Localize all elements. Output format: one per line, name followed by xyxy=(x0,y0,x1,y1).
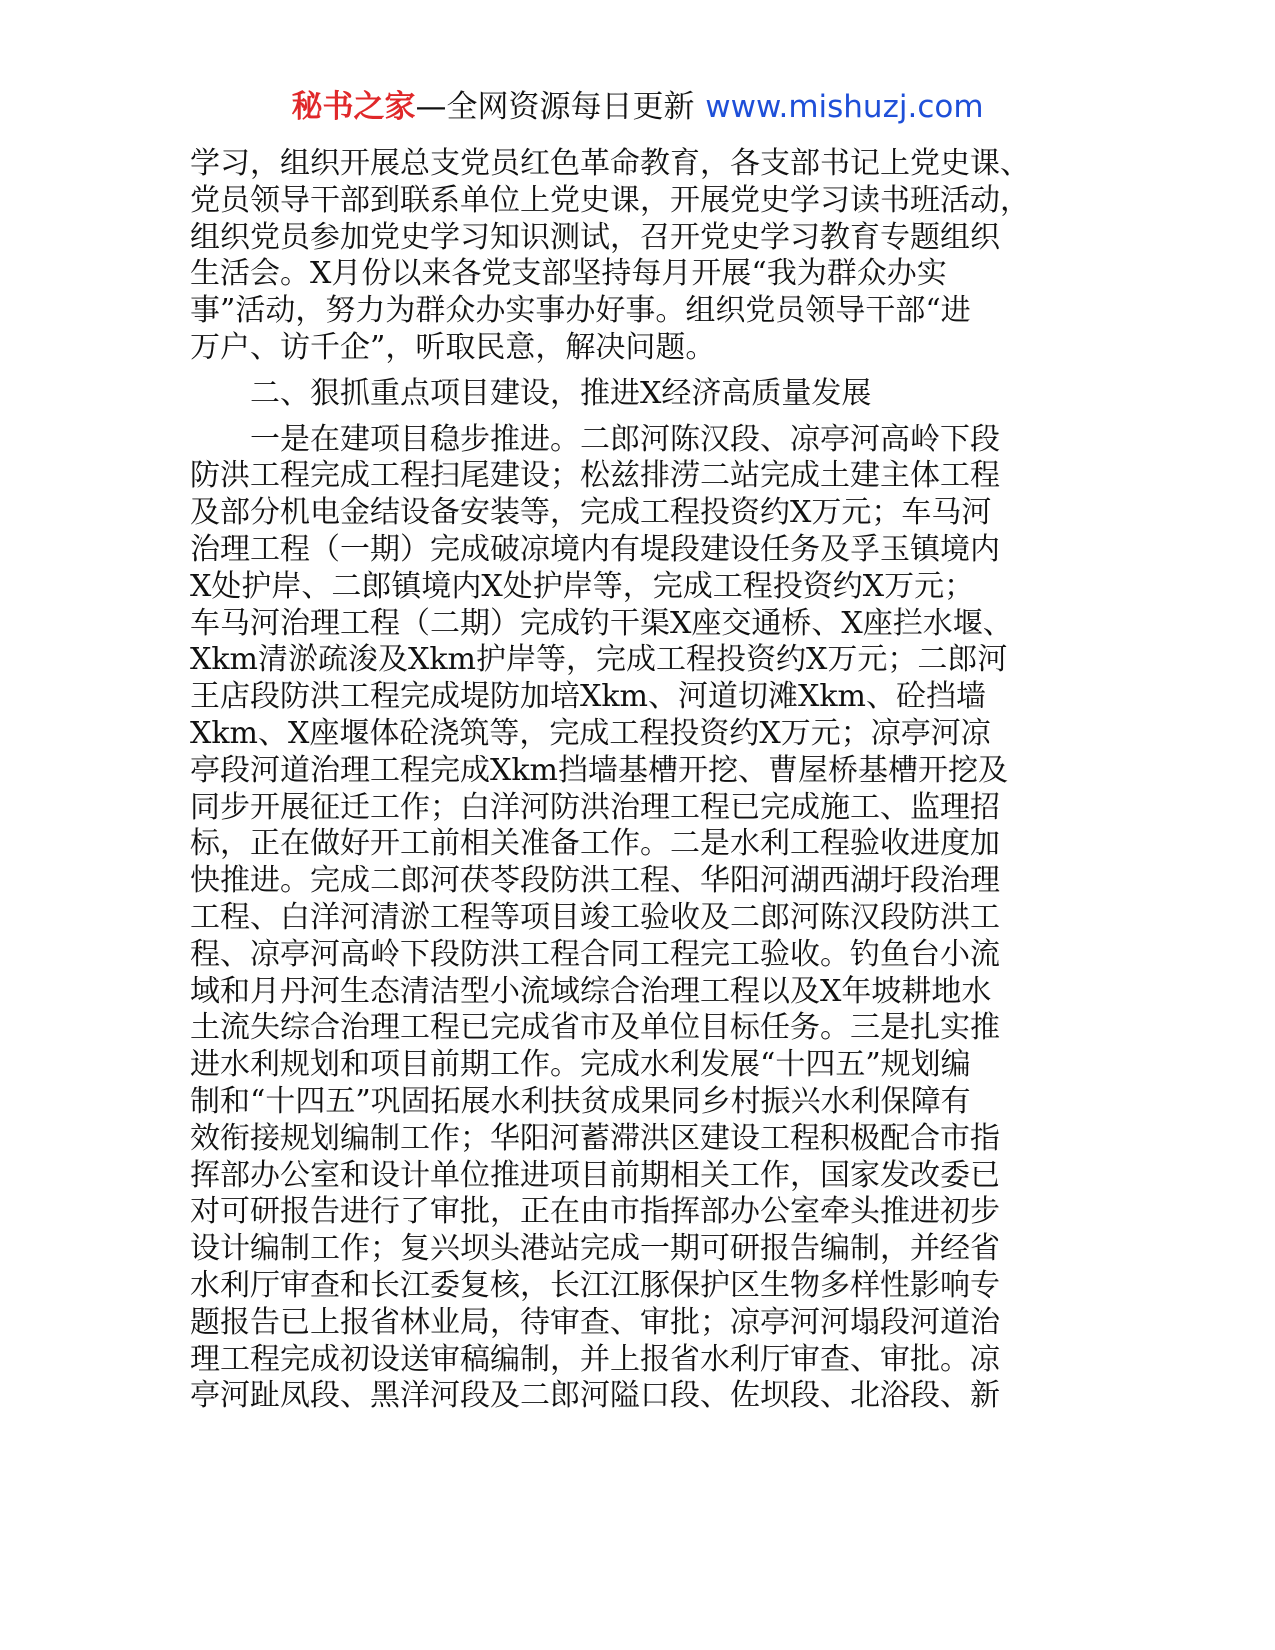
paragraph-line: 效衔接规划编制工作；华阳河蓄滞洪区建设工程积极配合市指 xyxy=(190,1120,1000,1156)
paragraph-line: 制和“十四五”巩固拓展水利扶贫成果同乡村振兴水利保障有 xyxy=(190,1083,971,1119)
paragraph-line: 事”活动，努力为群众办实事办好事。组织党员领导干部“进 xyxy=(190,293,971,329)
paragraph-line: 组织党员参加党史学习知识测试，召开党史学习教育专题组织 xyxy=(190,219,1000,255)
document-body xyxy=(190,146,1090,1415)
paragraph-line: 防洪工程完成工程扫尾建设；松兹排涝二站完成土建主体工程 xyxy=(190,458,1000,494)
paragraph-line: 王店段防洪工程完成堤防加培Xkm、河道切滩Xkm、砼挡墙 xyxy=(190,679,986,715)
paragraph-line: 一是在建项目稳步推进。二郎河陈汉段、凉亭河高岭下段 xyxy=(250,421,1000,457)
paragraph-line: 理工程完成初设送审稿编制，并上报省水利厅审查、审批。凉 xyxy=(190,1341,1000,1377)
paragraph-line: 工程、白洋河清淤工程等项目竣工验收及二郎河陈汉段防洪工 xyxy=(190,899,1000,935)
paragraph-line: 学习，组织开展总支党员红色革命教育，各支部书记上党史课、 xyxy=(190,146,1030,181)
paragraph-line: 同步开展征迁工作；白洋河防洪治理工程已完成施工、监理招 xyxy=(190,789,1000,825)
paragraph-line: 水利厅审查和长江委复核，长江江豚保护区生物多样性影响专 xyxy=(190,1267,1000,1303)
paragraph-line: 进水利规划和项目前期工作。完成水利发展“十四五”规划编 xyxy=(190,1047,971,1083)
paragraph-line: X处护岸、二郎镇境内X处护岸等，完成工程投资约X万元； xyxy=(190,568,975,604)
paragraph-line: 治理工程（一期）完成破凉境内有堤段建设任务及孚玉镇境内 xyxy=(190,531,1000,567)
paragraph-line: 生活会。X月份以来各党支部坚持每月开展“我为群众办实 xyxy=(190,256,947,292)
paragraph-line: 域和月丹河生态清洁型小流域综合治理工程以及X年坡耕地水 xyxy=(190,973,992,1009)
paragraph-line: 程、凉亭河高岭下段防洪工程合同工程完工验收。钓鱼台小流 xyxy=(190,936,1000,972)
paragraph-line: 土流失综合治理工程已完成省市及单位目标任务。三是扎实推 xyxy=(190,1010,1000,1046)
site-brand: 秘书之家 xyxy=(291,89,416,125)
site-url-link[interactable]: www.mishuzj.com xyxy=(705,89,984,125)
paragraph-line: 亭河趾凤段、黑洋河段及二郎河隘口段、佐坝段、北浴段、新 xyxy=(190,1378,1000,1414)
paragraph-line: 党员领导干部到联系单位上党史课，开展党史学习读书班活动， xyxy=(190,182,1030,218)
paragraph-line: 快推进。完成二郎河茯苓段防洪工程、华阳河湖西湖圩段治理 xyxy=(190,863,1000,899)
paragraph-line: 设计编制工作；复兴坝头港站完成一期可研报告编制，并经省 xyxy=(190,1231,1000,1267)
paragraph-line: 及部分机电金结设备安装等，完成工程投资约X万元；车马河 xyxy=(190,495,992,531)
paragraph-line: 车马河治理工程（二期）完成钓干渠X座交通桥、X座拦水堰、 xyxy=(190,605,1013,641)
site-header xyxy=(0,88,1275,126)
paragraph-line: 题报告已上报省林业局，待审查、审批；凉亭河河塌段河道治 xyxy=(190,1304,1000,1340)
paragraph-line: 对可研报告进行了审批，正在由市指挥部办公室牵头推进初步 xyxy=(190,1194,1000,1230)
paragraph-line: Xkm、X座堰体砼浇筑等，完成工程投资约X万元；凉亭河凉 xyxy=(190,715,991,751)
paragraph-line: 挥部办公室和设计单位推进项目前期相关工作，国家发改委已 xyxy=(190,1157,1000,1193)
section-heading: 二、狠抓重点项目建设，推进X经济高质量发展 xyxy=(250,375,872,411)
paragraph-line: 万户、访千企”，听取民意，解决问题。 xyxy=(190,329,716,365)
paragraph-line: 亭段河道治理工程完成Xkm挡墙基槽开挖、曹屋桥基槽开挖及 xyxy=(190,752,1008,788)
site-tagline: —全网资源每日更新 xyxy=(415,89,695,125)
paragraph-line: 标，正在做好开工前相关准备工作。二是水利工程验收进度加 xyxy=(190,826,1000,862)
paragraph-line: Xkm清淤疏浚及Xkm护岸等，完成工程投资约X万元；二郎河 xyxy=(190,642,1008,678)
